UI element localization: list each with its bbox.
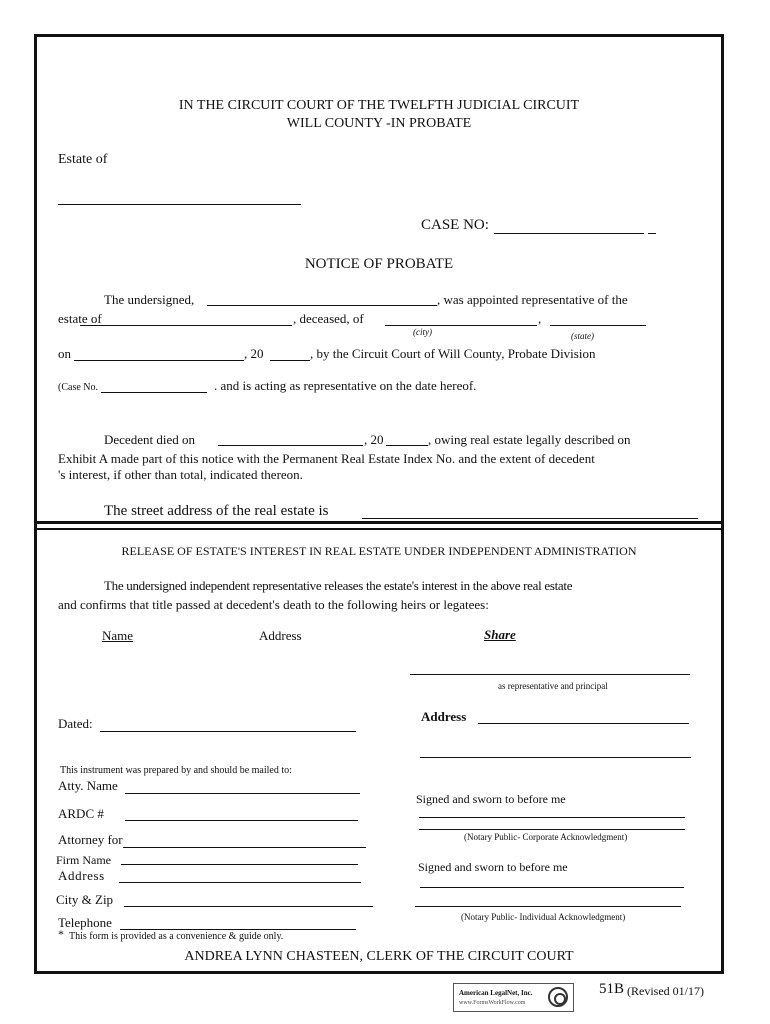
representative-name-field[interactable] xyxy=(207,305,437,306)
ardc-label: ARDC # xyxy=(58,806,104,821)
form-number: 51B xyxy=(599,981,625,997)
year-field[interactable] xyxy=(270,360,310,361)
on-label: on xyxy=(58,346,71,361)
city-field[interactable] xyxy=(385,325,537,326)
circuit-court-text: , by the Circuit Court of Will County, Probate Division xyxy=(310,346,596,361)
notary-signature-2a[interactable] xyxy=(420,887,684,888)
exhibit-text: Exhibit A made part of this notice with the Permanent Real Estate Index No. and the extent of decedent xyxy=(58,451,595,466)
court-line-2: WILL COUNTY -IN PROBATE xyxy=(286,116,472,131)
prepared-by-text: This instrument was prepared by and should be mailed to: xyxy=(60,765,292,776)
estate-of-label: Estate of xyxy=(58,152,108,167)
clerk-name: ANDREA LYNN CHASTEEN, CLERK OF THE CIRCUIT COURT xyxy=(184,949,574,964)
revised-date: (Revised 01/17) xyxy=(627,984,704,998)
representative-signature-field[interactable] xyxy=(410,674,690,675)
case-no-small: (Case No. xyxy=(58,382,98,393)
vendor-name: American LegalNet, Inc. xyxy=(459,989,533,997)
vendor-url: www.FormsWorkFlow.com xyxy=(459,1000,526,1006)
year-prefix: , 20 xyxy=(244,346,264,361)
city-zip-field[interactable] xyxy=(124,906,373,907)
signed-sworn-2: Signed and sworn to before me xyxy=(418,860,568,874)
release-line-2: and confirms that title passed at decedent's death to the following heirs or legatees: xyxy=(58,597,489,612)
owing-text: , owing real estate legally described on xyxy=(428,432,631,447)
court-line-1: IN THE CIRCUIT COURT OF THE TWELFTH JUDICIAL CIRCUIT xyxy=(178,98,580,113)
rep-address-field-2[interactable] xyxy=(420,757,691,758)
deceased-of-text: , deceased, of xyxy=(293,311,364,326)
firm-name-label: Firm Name xyxy=(56,853,111,867)
rep-principal-caption: as representative and principal xyxy=(498,681,608,691)
city-caption: (city) xyxy=(413,327,432,337)
col-name-header: Name xyxy=(102,628,134,643)
decedent-name-field[interactable] xyxy=(80,325,292,326)
decedent-died-label: Decedent died on xyxy=(104,432,195,447)
ardc-field[interactable] xyxy=(125,820,358,821)
rep-address-label: Address xyxy=(421,709,467,724)
acting-text: . and is acting as representative on the date hereof. xyxy=(214,378,477,393)
convenience-note: This form is provided as a convenience & guide only. xyxy=(69,931,284,942)
undersigned-label: The undersigned, xyxy=(104,292,195,307)
case-no-field-ext[interactable] xyxy=(648,233,656,234)
attorney-for-field[interactable] xyxy=(123,847,366,848)
estate-name-field[interactable] xyxy=(58,204,301,205)
vendor-logo-icon xyxy=(548,987,568,1007)
notary-caption-1: (Notary Public- Corporate Acknowledgment) xyxy=(464,832,628,842)
atty-name-label: Atty. Name xyxy=(58,778,118,793)
interest-text: 's interest, if other than total, indicated thereon. xyxy=(58,467,303,482)
col-address-header: Address xyxy=(259,628,302,643)
case-no-small-field[interactable] xyxy=(101,392,207,393)
death-year-field[interactable] xyxy=(386,445,428,446)
date-field[interactable] xyxy=(74,360,244,361)
asterisk: * xyxy=(58,927,64,941)
attorney-for-label: Attorney for xyxy=(58,832,123,847)
case-no-field[interactable] xyxy=(494,233,644,234)
death-year-prefix: , 20 xyxy=(364,432,384,447)
street-address-label: The street address of the real estate is xyxy=(104,503,329,519)
address-field[interactable] xyxy=(119,882,361,883)
estate-of-text: estate of xyxy=(58,311,102,326)
telephone-label: Telephone xyxy=(58,915,112,930)
telephone-field[interactable] xyxy=(120,929,356,930)
death-date-field[interactable] xyxy=(218,445,363,446)
release-title: RELEASE OF ESTATE'S INTEREST IN REAL ESTATE UNDER INDEPENDENT ADMINISTRATION xyxy=(121,544,637,558)
state-field[interactable] xyxy=(550,325,646,326)
rep-address-field[interactable] xyxy=(478,723,689,724)
col-share-header: Share xyxy=(484,627,516,642)
notice-title: NOTICE OF PROBATE xyxy=(304,256,454,272)
firm-name-field[interactable] xyxy=(121,864,358,865)
appointed-text: , was appointed representative of the xyxy=(437,292,628,307)
state-caption: (state) xyxy=(571,331,594,341)
city-zip-label: City & Zip xyxy=(56,892,114,907)
section-divider-bottom xyxy=(34,528,724,530)
section-divider-top xyxy=(34,521,724,524)
release-line-1: The undersigned independent representative releases the estate's interest in the above real estate xyxy=(104,578,573,593)
notary-signature-1a[interactable] xyxy=(419,817,685,818)
atty-name-field[interactable] xyxy=(125,793,360,794)
vendor-badge xyxy=(453,983,574,1012)
street-address-field[interactable] xyxy=(362,518,698,519)
dated-field[interactable] xyxy=(100,731,356,732)
signed-sworn-1: Signed and sworn to before me xyxy=(416,792,566,806)
address-label: Address xyxy=(58,868,105,883)
dated-label: Dated: xyxy=(58,716,93,731)
notary-caption-2: (Notary Public- Individual Acknowledgment) xyxy=(461,912,626,922)
case-no-label: CASE NO: xyxy=(421,217,489,233)
notary-signature-2b[interactable] xyxy=(415,906,681,907)
notary-signature-1b[interactable] xyxy=(419,829,685,830)
